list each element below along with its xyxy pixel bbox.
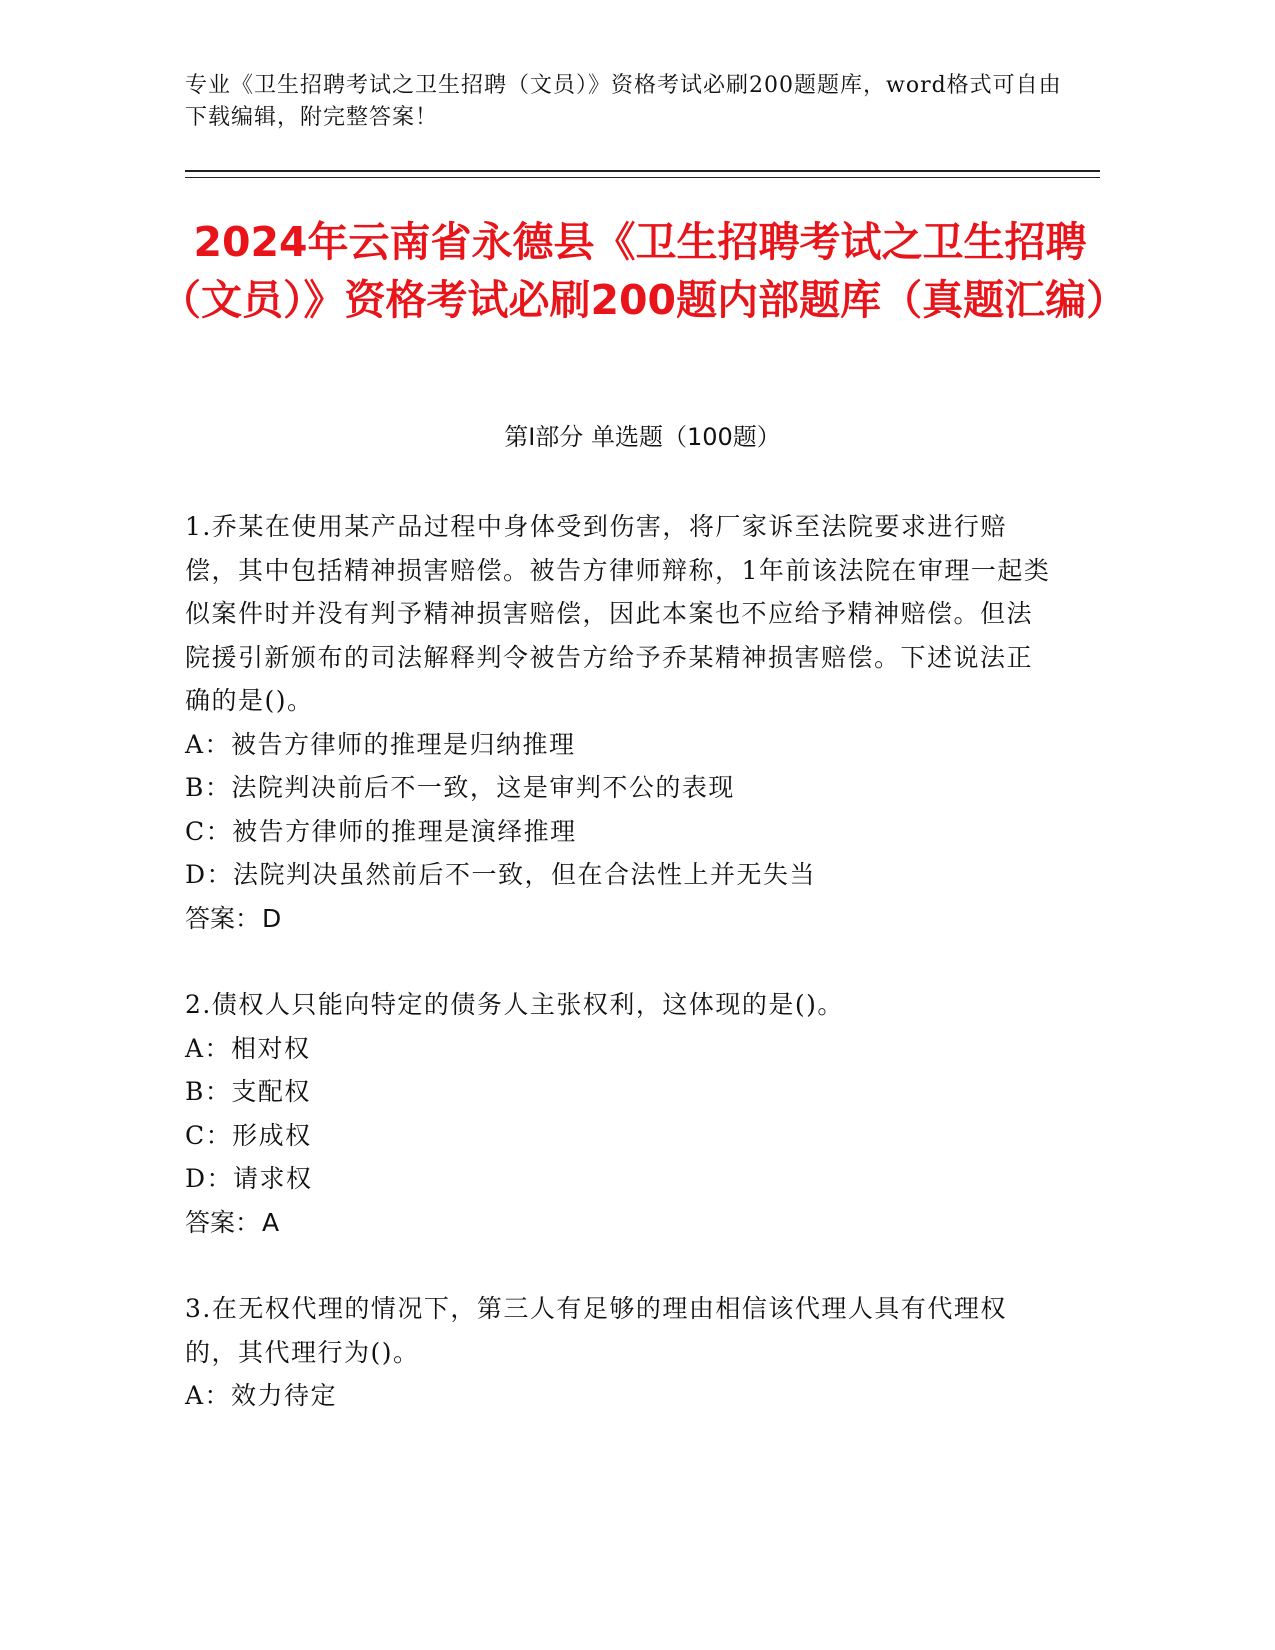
answer-line bbox=[185, 1201, 1055, 1245]
header-note: 专业《卫生招聘考试之卫生招聘（文员）》资格考试必刷200题题库，word格式可自由下载编辑，附完整答案！ bbox=[185, 73, 1062, 130]
header-divider-thin bbox=[185, 177, 1100, 178]
option-a: A：效力待定 bbox=[185, 1381, 338, 1410]
section-heading: 第I部分 单选题（100题） bbox=[504, 423, 781, 451]
header-divider bbox=[185, 170, 1100, 172]
answer-line bbox=[185, 897, 1055, 941]
question-stem: 1.乔某在使用某产品过程中身体受到伤害，将厂家诉至法院要求进行赔偿，其中包括精神损害赔偿。被告方律师辩称，1年前该法院在审理一起类似案件时并没有判予精神损害赔偿，因此本案也不应给予精神赔偿。但法院援引新颁布的司法解释判令被告方给予乔某精神损害赔偿。下述说法正确的是()。 bbox=[185, 512, 1051, 715]
option-c: C：形成权 bbox=[185, 1120, 312, 1150]
question-stem: 3.在无权代理的情况下，第三人有足够的理由相信该代理人具有代理权的，其代理行为()。 bbox=[185, 1294, 1007, 1367]
answer-label: 答案： bbox=[185, 903, 261, 933]
answer-value: D bbox=[262, 903, 282, 933]
option-b: B：法院判决前后不一致，这是审判不公的表现 bbox=[185, 773, 735, 802]
question-3 bbox=[185, 1287, 1055, 1418]
question-list bbox=[185, 505, 1055, 1461]
question-1 bbox=[185, 505, 1055, 940]
option-a: A：相对权 bbox=[185, 1033, 311, 1063]
option-c: C：被告方律师的推理是演绎推理 bbox=[185, 816, 577, 846]
document-title: 2024年云南省永德县《卫生招聘考试之卫生招聘（文员）》资格考试必刷200题内部题库（真题汇编） bbox=[160, 218, 1128, 324]
option-d: D：法院判决虽然前后不一致，但在合法性上并无失当 bbox=[185, 860, 817, 889]
option-b: B：支配权 bbox=[185, 1077, 311, 1106]
answer-value: A bbox=[262, 1207, 280, 1237]
question-2 bbox=[185, 983, 1055, 1244]
option-a: A：被告方律师的推理是归纳推理 bbox=[185, 729, 576, 759]
option-d: D：请求权 bbox=[185, 1164, 313, 1193]
question-stem: 2.债权人只能向特定的债务人主张权利，这体现的是()。 bbox=[185, 990, 844, 1019]
answer-label: 答案： bbox=[185, 1207, 261, 1237]
